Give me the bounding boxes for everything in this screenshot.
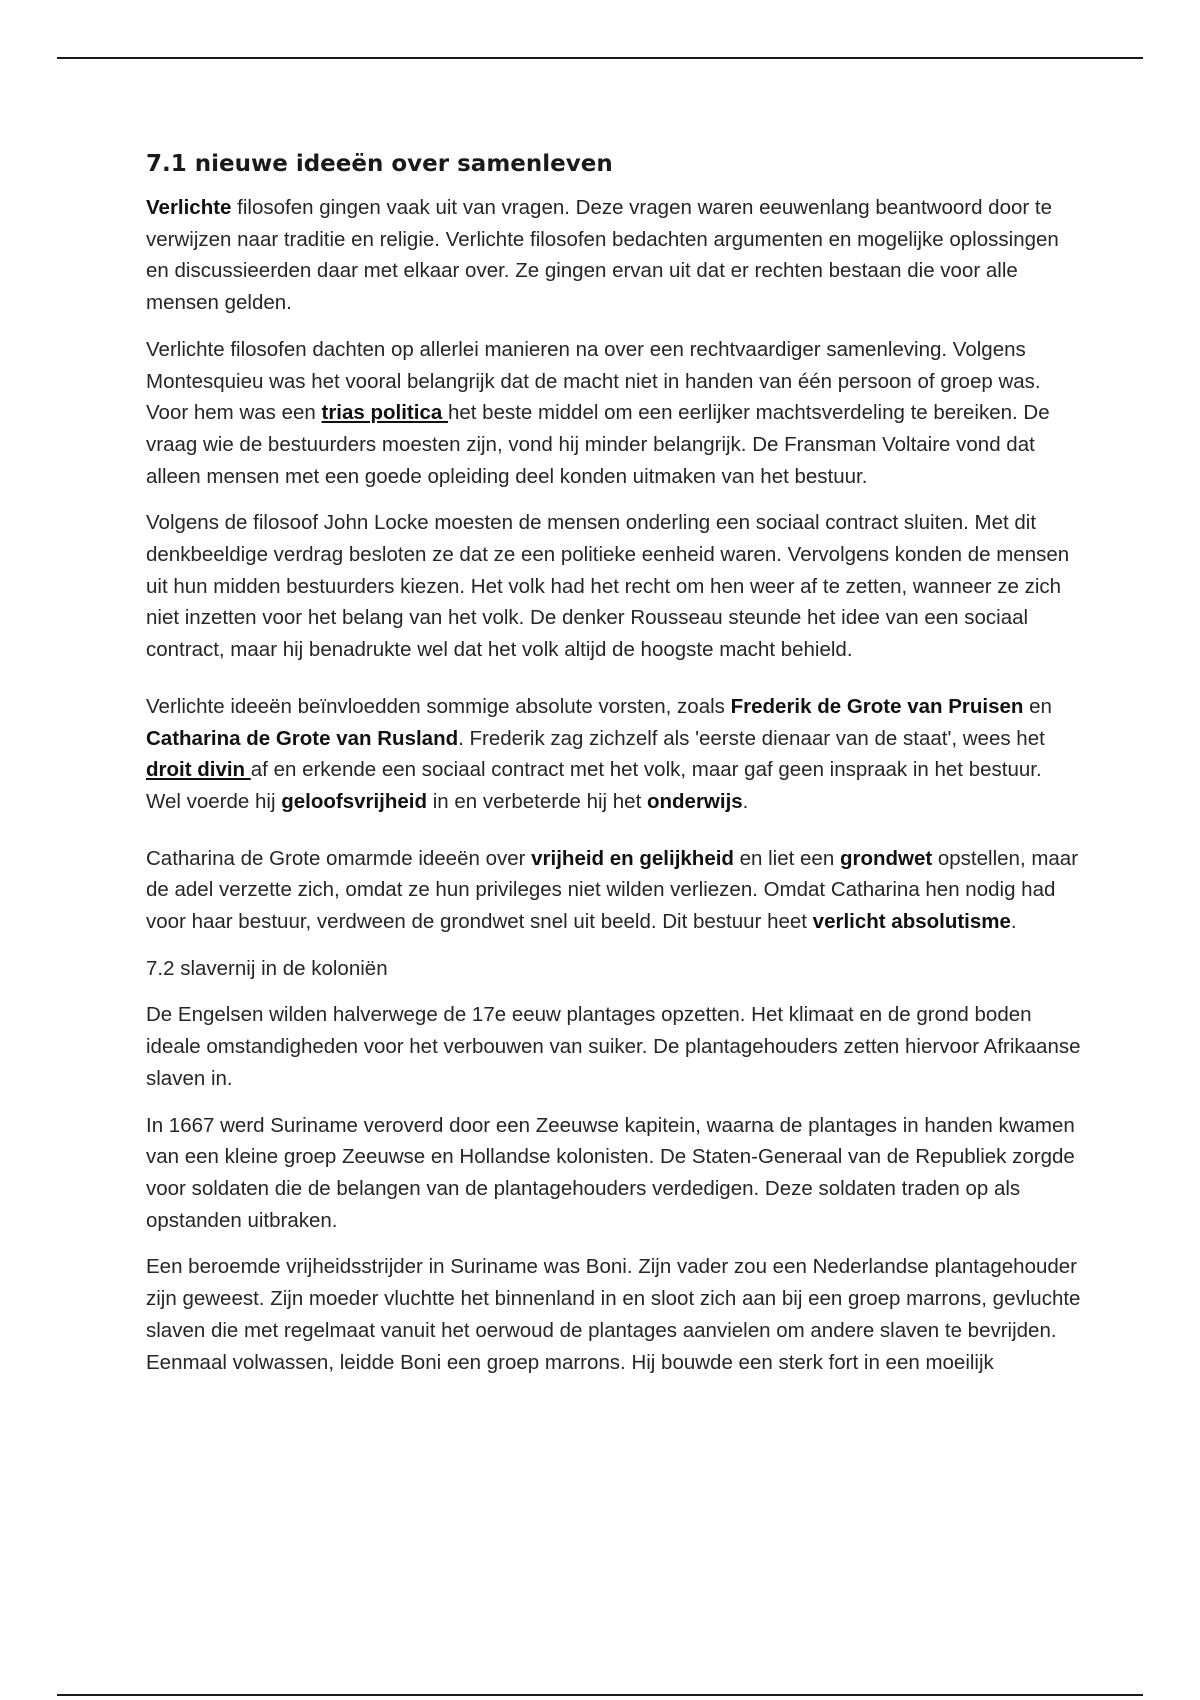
paragraph-verlichte-filosofen: Verlichte filosofen gingen vaak uit van vragen. Deze vragen waren eeuwenlang beantwoord door te verwijzen naar traditie en religie. Verlichte filosofen bedachten argumenten en mogelijke oplossingen en discussieerden daar met elkaar over. Ze gingen ervan uit dat er rechten bestaan die voor alle mensen gelden. xyxy=(146,196,1059,315)
bold-term: onderwijs xyxy=(646,789,743,813)
paragraph-catharina: Catharina de Grote omarmde ideeën over vrijheid en gelijkheid en liet een grondwet opstellen, maar de adel verzette zich, omdat ze hun privileges niet wilden verliezen. Omdat Catharina hen nodig had voor haar bestuur, verdween de grondwet snel uit beeld. Dit bestuur heet verlicht absolutisme. xyxy=(146,846,1079,934)
paragraph-absolute-vorsten: Verlichte ideeën beïnvloedden sommige absolute vorsten, zoals Frederik de Grote van Pruisen en Catharina de Grote van Rusland. Frederik zag zichzelf als 'eerste dienaar van de staat', wees het droit divin af en erkende een sociaal contract met het volk, maar gaf geen inspraak in het bestuur. Wel voerde hij geloofsvrijheid in en verbeterde hij het onderwijs. xyxy=(146,694,1052,813)
paragraph-montesquieu: Verlichte filosofen dachten op allerlei manieren na over een rechtvaardiger samenleving. Volgens Montesquieu was het vooral belangrijk dat de macht niet in handen van één persoon of groep was. Voor hem was een trias politica het beste middel om een eerlijker machtsverdeling te bereiken. De vraag wie de bestuurders moesten zijn, vond hij minder belangrijk. De Fransman Voltaire vond dat alleen mensen met een goede opleiding deel konden uitmaken van het bestuur. xyxy=(146,337,1050,488)
document-body xyxy=(146,144,1081,1378)
bold-term: geloofsvrijheid xyxy=(281,789,428,813)
page-top-rule xyxy=(57,57,1143,59)
paragraph-locke-rousseau: Volgens de filosoof John Locke moesten de mensen onderling een sociaal contract sluiten. Met dit denkbeeldige verdrag besloten ze dat ze een politieke eenheid waren. Vervolgens konden de mensen uit hun midden bestuurders kiezen. Het volk had het recht om hen weer af te zetten, wanneer ze zich niet inzetten voor het belang van het volk. De denker Rousseau steunde het idee van een sociaal contract, maar hij benadrukte wel dat het volk altijd de hoogste macht behield. xyxy=(146,511,1070,662)
bold-term: Verlichte xyxy=(146,196,232,219)
paragraph-boni: Een beroemde vrijheidsstrijder in Suriname was Boni. Zijn vader zou een Nederlandse plantagehouder zijn geweest. Zijn moeder vluchtte het binnenland in en sloot zich aan bij een groep marrons, gevluchte slaven die met regelmaat vanuit het oerwoud de plantages aanvielen om andere slaven te bevrijden. Eenmaal volwassen, leidde Boni een groep marrons. Hij bouwde een sterk fort in een moeilijk xyxy=(146,1255,1081,1374)
bold-term: vrijheid en gelijkheid xyxy=(531,846,734,870)
underlined-term-droit-divin: droit divin xyxy=(146,758,251,782)
section-heading-7-2: 7.2 slavernij in de koloniën xyxy=(146,956,388,980)
page-bottom-rule xyxy=(57,1694,1143,1696)
bold-term: verlicht absolutisme xyxy=(812,910,1011,934)
paragraph-suriname-1667: In 1667 werd Suriname veroverd door een Zeeuwse kapitein, waarna de plantages in handen kwamen van een kleine groep Zeeuwse en Hollandse kolonisten. De Staten-Generaal van de Republiek zorgde voor soldaten die de belangen van de plantagehouders verdedigen. Deze soldaten traden op als opstanden uitbraken. xyxy=(146,1113,1075,1232)
underlined-term-trias-politica: trias politica xyxy=(321,401,448,425)
bold-term: Frederik de Grote van Pruisen xyxy=(730,694,1024,718)
bold-term: grondwet xyxy=(839,846,933,870)
paragraph-engelsen-plantages: De Engelsen wilden halverwege de 17e eeuw plantages opzetten. Het klimaat en de grond boden ideale omstandigheden voor het verbouwen van suiker. De plantagehouders zetten hiervoor Afrikaanse slaven in. xyxy=(146,1003,1081,1090)
section-heading-7-1: 7.1 nieuwe ideeën over samenleven xyxy=(146,151,613,177)
bold-term: Catharina de Grote van Rusland xyxy=(146,726,459,750)
